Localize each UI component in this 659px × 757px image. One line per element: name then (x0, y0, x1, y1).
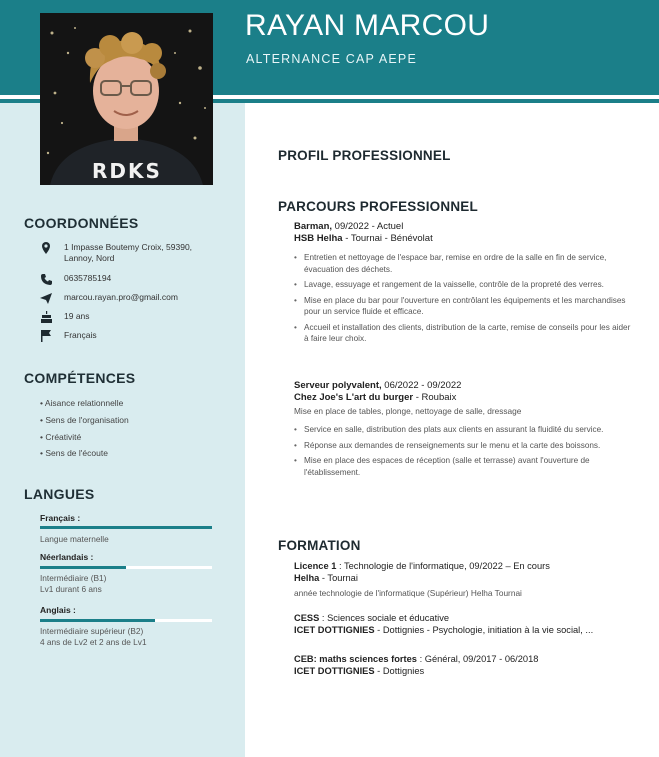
skill-item: • Sens de l'organisation (40, 415, 129, 425)
job-employer: HSB Helha - Tournai - Bénévolat (294, 233, 433, 244)
nationality: Français (64, 330, 97, 340)
skills-heading: COMPÉTENCES (24, 370, 136, 386)
language-name: Anglais : (40, 605, 76, 615)
contact-nationality (40, 330, 97, 342)
job-role: Serveur polyvalent, 06/2022 - 09/2022 (294, 380, 462, 391)
phone-icon (40, 273, 52, 285)
contact-phone[interactable] (40, 273, 111, 285)
skill-item: • Aisance relationnelle (40, 398, 124, 408)
cake-icon (40, 311, 52, 323)
flag-icon (40, 330, 52, 342)
education-degree: Licence 1 : Technologie de l'informatique, 09/2022 – En cours (294, 561, 550, 571)
language-description: Intermédiaire (B1) Lv1 durant 6 ans (40, 573, 107, 594)
language-level-bar (40, 526, 212, 529)
age: 19 ans (64, 311, 90, 321)
list-item: • Mise en place du bar pour l'ouverture en contrôlant les équipements et les marchandises pour un service fluide et efficace. (294, 295, 632, 318)
language-level-bar (40, 566, 212, 569)
sidebar (0, 103, 245, 757)
address-line-2: Lannoy, Nord (64, 253, 115, 263)
education-school: ICET DOTTIGNIES - Dottignies (294, 666, 425, 676)
education-note: année technologie de l'informatique (Supérieur) Helha Tournai (294, 588, 522, 598)
language-level-fill (40, 566, 126, 569)
list-item: • Service en salle, distribution des plats aux clients en assurant la fluidité du service. (294, 424, 632, 436)
contact-heading: COORDONNÉES (24, 215, 139, 231)
list-item: • Entretien et nettoyage de l'espace bar, remise en ordre de la salle en fin de service, évacuation des déchets. (294, 252, 632, 275)
candidate-name: RAYAN MARCOU (245, 9, 490, 42)
language-description: Langue maternelle (40, 534, 109, 544)
contact-age (40, 311, 90, 323)
profile-heading: PROFIL PROFESSIONNEL (278, 148, 451, 163)
job-bullets (294, 424, 632, 482)
list-item: • Réponse aux demandes de renseignements sur le menu et la carte des boissons. (294, 440, 632, 452)
send-icon (40, 292, 52, 304)
languages-heading: LANGUES (24, 486, 95, 502)
education-degree: CEB: maths sciences fortes : Général, 09/2017 - 06/2018 (294, 654, 539, 664)
contact-address (40, 242, 192, 264)
list-item: • Accueil et installation des clients, distribution de la carte, remise de conseils pour les aider à faire leur choix. (294, 322, 632, 345)
job-employer: Chez Joe's L'art du burger - Roubaix (294, 392, 457, 403)
language-level-fill (40, 526, 212, 529)
education-heading: FORMATION (278, 538, 361, 553)
job-bullets (294, 252, 632, 349)
location-pin-icon (40, 242, 52, 254)
profile-photo (40, 13, 213, 185)
job-summary: Mise en place de tables, plonge, nettoyage de salle, dressage (294, 406, 522, 416)
education-school: Helha - Tournai (294, 573, 358, 583)
language-level-fill (40, 619, 155, 622)
education-degree: CESS : Sciences sociale et éducative (294, 613, 450, 623)
language-name: Néerlandais : (40, 552, 94, 562)
candidate-subtitle: ALTERNANCE CAP AEPE (246, 52, 417, 66)
skill-item: • Créativité (40, 432, 82, 442)
list-item: • Lavage, essuyage et rangement de la vaisselle, contrôle de la propreté des verres. (294, 279, 632, 291)
language-name: Français : (40, 513, 81, 523)
shirt-text: RDKS (92, 159, 162, 183)
contact-email[interactable] (40, 292, 178, 304)
skill-item: • Sens de l'écoute (40, 448, 108, 458)
phone-number: 0635785194 (64, 273, 112, 283)
education-school: ICET DOTTIGNIES - Dottignies - Psychologie, initiation à la vie social, ... (294, 625, 594, 635)
language-description: Intermédiaire supérieur (B2) 4 ans de Lv2 et 2 ans de Lv1 (40, 626, 147, 647)
list-item: • Mise en place des espaces de réception (salle et terrasse) avant l'ouverture de l'établissement. (294, 455, 632, 478)
experience-heading: PARCOURS PROFESSIONNEL (278, 199, 478, 214)
email-address: marcou.rayan.pro@gmail.com (64, 292, 178, 302)
job-role: Barman, 09/2022 - Actuel (294, 221, 404, 232)
language-level-bar (40, 619, 212, 622)
address-line-1: 1 Impasse Boutemy Croix, 59390, (64, 242, 193, 252)
